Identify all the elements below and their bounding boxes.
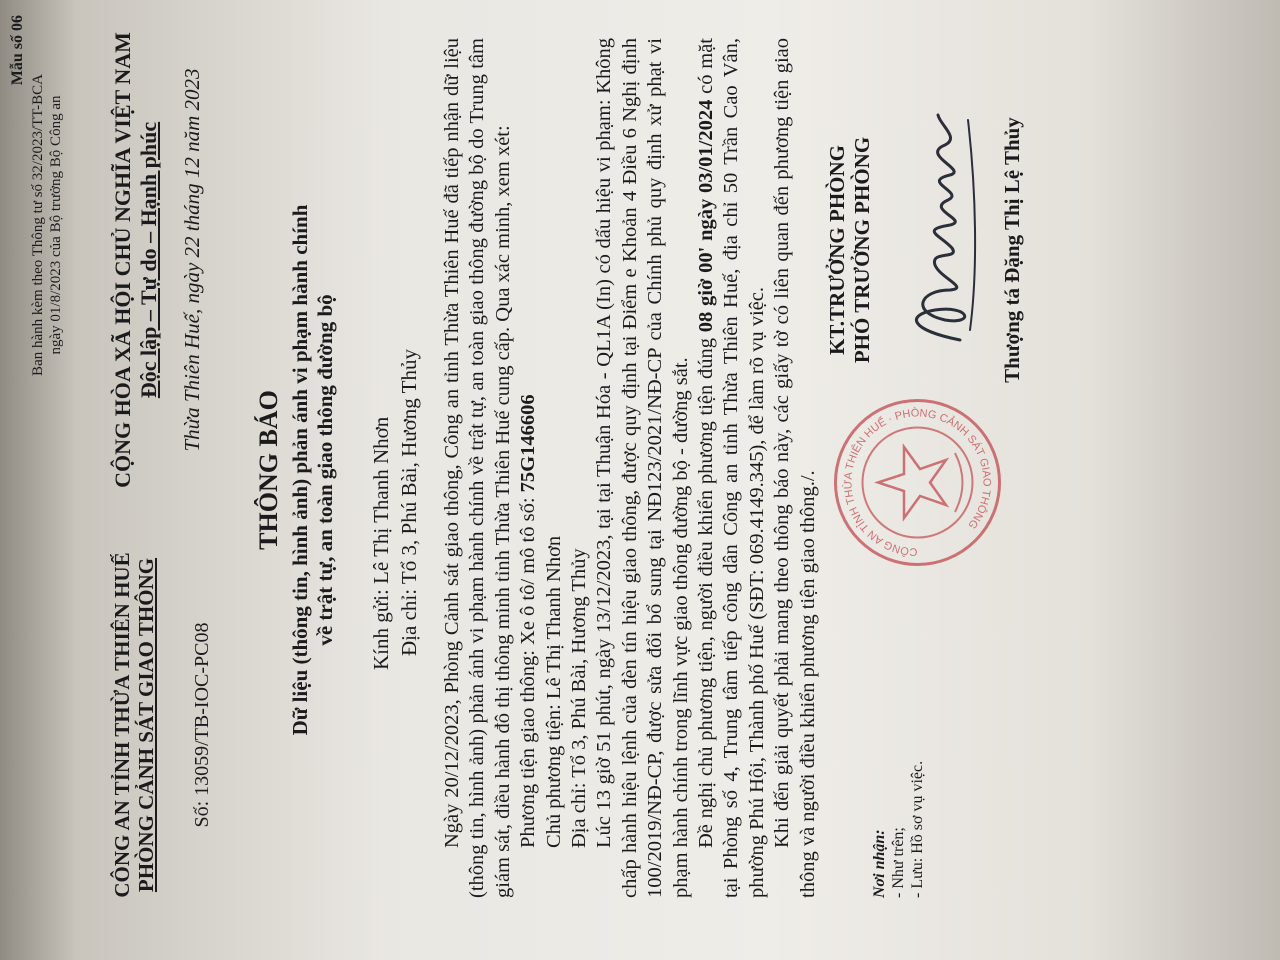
agency-line2: PHÒNG CẢNH SÁT GIAO THÔNG bbox=[134, 557, 159, 893]
body-closing: Khi đến giải quyết phải mang theo thông báo này, các giấy tờ có liên quan đến phương tiện giao thông và người điều khiển phương tiện giao thông./. bbox=[771, 38, 819, 898]
form-basis-line2: ngày 01/8/2023 của Bộ trưởng Bộ Công an bbox=[47, 95, 64, 355]
body-owner: Chủ phương tiện: Lê Thị Thanh Nhơn bbox=[542, 535, 565, 848]
summons-prefix: Đề nghị chủ phương tiện, người điều khiển phương tiện đúng bbox=[695, 332, 718, 848]
summons-time: 08 giờ 00' ngày 03/01/2024 bbox=[695, 99, 718, 333]
signer-name: Thượng tá Đặng Thị Lệ Thủy bbox=[1000, 117, 1024, 383]
nation-line1: CỘNG HÒA XÃ HỘI CHỦ NGHĨA VIỆT NAM bbox=[110, 32, 135, 488]
seal-star-icon bbox=[878, 447, 946, 518]
agency-header bbox=[110, 530, 158, 920]
body-owner-address: Địa chỉ: Tổ 3, Phú Bài, Hương Thủy bbox=[568, 548, 591, 848]
signer-line1: KT.TRƯỞNG PHÒNG bbox=[825, 145, 849, 355]
recipients-item: - Như trên; bbox=[890, 827, 908, 898]
form-basis bbox=[30, 30, 65, 420]
recipients-list bbox=[870, 598, 928, 898]
body-paragraph-1: Ngày 20/12/2023, Phòng Cảnh sát giao thông, Công an tỉnh Thừa Thiên Huế đã tiếp nhận dữ liệu (thông tin, hình ảnh) phản ánh vi phạm hành chính về trật tự, an toàn giao thông đường bộ do Trung tâm giám sát, điều hành đô thị thông minh tỉnh Thừa Thiên Huế cung cấp. Qua xác minh, xem xét: bbox=[441, 38, 514, 898]
seal-text: CÔNG AN TỈNH THỪA THIÊN HUẾ · PHÒNG CẢNH SÁT GIAO THÔNG bbox=[842, 407, 993, 558]
document-number: Số: 13059/TB-IOC-PC08 bbox=[191, 622, 213, 828]
nation-motto: Độc lập – Tự do – Hạnh phúc bbox=[136, 121, 162, 399]
nation-header bbox=[110, 10, 163, 510]
body-summons bbox=[694, 38, 770, 898]
recipient-address: Địa chỉ: Tổ 3, Phú Bài, Hương Thủy bbox=[396, 349, 421, 656]
document-title: THÔNG BÁO bbox=[254, 390, 283, 550]
recipient-to: Kính gửi: Lê Thị Thanh Nhơn bbox=[369, 416, 393, 670]
subtitle-line1: Dữ liệu (thông tin, hình ảnh) phản ánh vi phạm hành chính bbox=[288, 204, 312, 736]
license-plate: 75G146606 bbox=[517, 394, 540, 493]
body-vehicle bbox=[516, 38, 541, 898]
document-body bbox=[440, 38, 821, 898]
summons-suffix: có mặt tại Phòng số 4, Trung tâm tiếp công dân Công an tỉnh Thừa Thiên Huế, địa chỉ 50 Trần Cao Vân, phường Phú Hội, Thành phố Huế (SĐT: 069.4149.345), để làm rõ vụ việc. bbox=[695, 38, 768, 898]
subtitle-line2: về trật tự, an toàn giao thông đường bộ bbox=[313, 294, 338, 646]
signer-line2: PHÓ TRƯỞNG PHÒNG bbox=[850, 136, 875, 364]
agency-line1: CÔNG AN TỈNH THỪA THIÊN HUẾ bbox=[110, 552, 134, 898]
place-date: Thừa Thiên Huế, ngày 22 tháng 12 năm 2023 bbox=[180, 68, 204, 452]
vehicle-label: Phương tiện giao thông: Xe ô tô/ mô tô số: bbox=[517, 492, 540, 848]
body-violation: Lúc 13 giờ 51 phút, ngày 13/12/2023, tại tại Thuận Hóa - QL1A (In) có dấu hiệu vi phạm: Không chấp hành hiệu lệnh của đèn tín hiệu giao thông, được quy định tại Điểm e Khoản 4 Điều 6 Nghị định 100/2019/NĐ-CP, được sửa đổi bổ sung tại NĐ123/2021/NĐ-CP của Chính phủ quy định xử phạt vi phạm hành chính trong lĩnh vực giao thông đường bộ - đường sắt. bbox=[593, 38, 692, 898]
recipients-heading: Nơi nhận: bbox=[871, 829, 888, 898]
recipient-block bbox=[368, 110, 423, 670]
signer-block bbox=[825, 60, 875, 440]
handwritten-signature bbox=[890, 100, 990, 360]
form-number: Mẫu số 06 bbox=[9, 15, 26, 86]
form-basis-line1: Ban hành kèm theo Thông tư số 32/2023/TT-BCA bbox=[30, 74, 46, 376]
document-subtitle bbox=[288, 100, 338, 840]
recipients-item: - Lưu: Hồ sơ vụ việc. bbox=[909, 760, 927, 898]
